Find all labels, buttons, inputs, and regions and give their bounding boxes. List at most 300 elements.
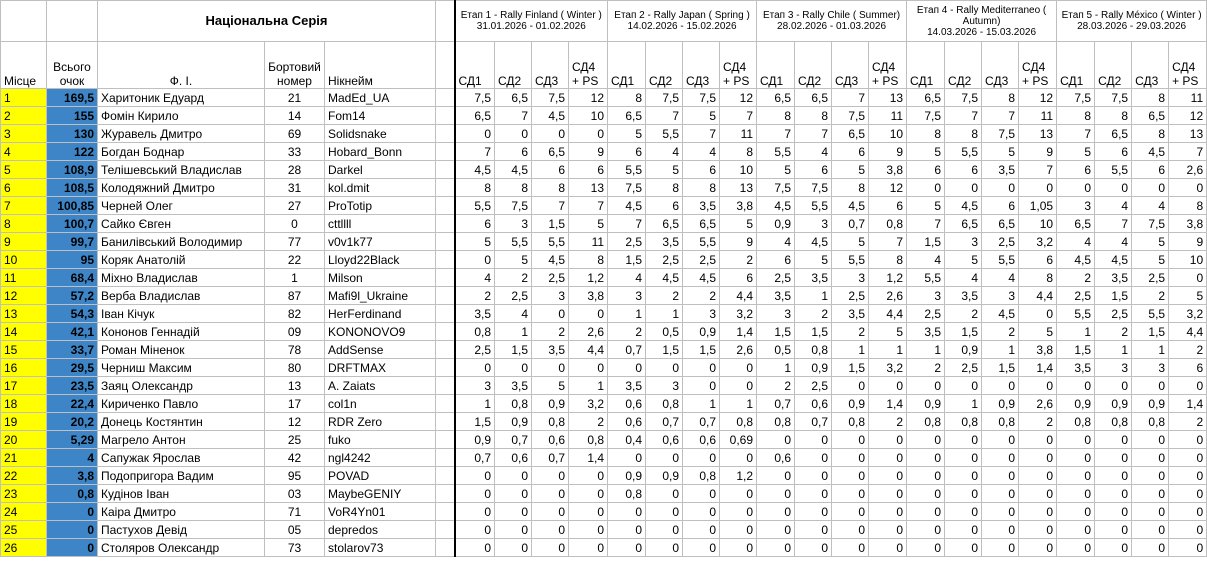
stage-score-cell[interactable]: 0 xyxy=(683,521,720,539)
stage-score-cell[interactable]: 5 xyxy=(1019,323,1057,341)
stage-score-cell[interactable]: 0 xyxy=(832,485,869,503)
stage-score-cell[interactable]: 5 xyxy=(1132,233,1169,251)
stage-score-cell[interactable]: 1,5 xyxy=(495,341,532,359)
nickname-cell[interactable]: Hobard_Bonn xyxy=(325,143,436,161)
nickname-cell[interactable]: depredos xyxy=(325,521,436,539)
nickname-cell[interactable]: MaybeGENIY xyxy=(325,485,436,503)
stage-score-cell[interactable]: 5,5 xyxy=(532,233,569,251)
place-cell[interactable]: 11 xyxy=(1,269,47,287)
total-points-cell[interactable]: 0 xyxy=(47,503,98,521)
stage-score-cell[interactable]: 4,4 xyxy=(720,287,757,305)
stage-score-cell[interactable]: 0,6 xyxy=(495,449,532,467)
stage-score-cell[interactable]: 6 xyxy=(495,143,532,161)
board-number-cell[interactable]: 0 xyxy=(265,215,325,233)
stage-score-cell[interactable]: 1,5 xyxy=(945,323,982,341)
stage-score-cell[interactable]: 0 xyxy=(1019,485,1057,503)
stage-score-cell[interactable]: 1 xyxy=(945,395,982,413)
stage-score-cell[interactable]: 4 xyxy=(757,233,795,251)
stage-score-cell[interactable]: 0,6 xyxy=(646,431,683,449)
stage-score-cell[interactable]: 0 xyxy=(832,467,869,485)
nickname-cell[interactable]: kol.dmit xyxy=(325,179,436,197)
stage-1-col-1-header[interactable]: СД1 xyxy=(455,42,495,89)
stage-score-cell[interactable]: 0 xyxy=(907,503,945,521)
name-cell[interactable]: Колодяжний Дмитро xyxy=(98,179,265,197)
total-points-cell[interactable]: 20,2 xyxy=(47,413,98,431)
stage-score-cell[interactable]: 0 xyxy=(1132,503,1169,521)
stage-score-cell[interactable]: 7 xyxy=(907,215,945,233)
stage-score-cell[interactable]: 4,4 xyxy=(569,341,608,359)
stage-score-cell[interactable]: 0 xyxy=(495,503,532,521)
place-cell[interactable]: 2 xyxy=(1,107,47,125)
stage-score-cell[interactable]: 1,5 xyxy=(795,323,832,341)
stage-score-cell[interactable]: 1,5 xyxy=(982,359,1019,377)
total-points-cell[interactable]: 122 xyxy=(47,143,98,161)
stage-score-cell[interactable]: 7 xyxy=(532,197,569,215)
stage-score-cell[interactable]: 1,5 xyxy=(455,413,495,431)
stage-score-cell[interactable]: 0 xyxy=(1132,179,1169,197)
separator-cell[interactable] xyxy=(436,485,455,503)
header-board[interactable]: Бортовий номер xyxy=(265,42,325,89)
place-cell[interactable]: 13 xyxy=(1,305,47,323)
stage-score-cell[interactable]: 0 xyxy=(795,503,832,521)
stage-score-cell[interactable]: 0 xyxy=(1095,179,1132,197)
stage-score-cell[interactable]: 12 xyxy=(1169,107,1207,125)
separator-cell[interactable] xyxy=(436,197,455,215)
separator-cell[interactable] xyxy=(436,161,455,179)
stage-score-cell[interactable]: 3,8 xyxy=(1169,215,1207,233)
stage-score-cell[interactable]: 3 xyxy=(646,377,683,395)
stage-score-cell[interactable]: 4 xyxy=(982,269,1019,287)
name-cell[interactable]: Міхно Владислав xyxy=(98,269,265,287)
stage-score-cell[interactable]: 0,8 xyxy=(1095,413,1132,431)
stage-score-cell[interactable]: 0 xyxy=(646,449,683,467)
stage-score-cell[interactable]: 0 xyxy=(1019,179,1057,197)
stage-score-cell[interactable]: 0 xyxy=(1169,521,1207,539)
name-cell[interactable]: Роман Міненок xyxy=(98,341,265,359)
board-number-cell[interactable]: 21 xyxy=(265,89,325,107)
stage-header-5[interactable] xyxy=(1057,1,1207,42)
stage-score-cell[interactable]: 0 xyxy=(683,539,720,557)
stage-score-cell[interactable]: 4 xyxy=(795,143,832,161)
stage-score-cell[interactable]: 0 xyxy=(1019,539,1057,557)
stage-score-cell[interactable]: 0 xyxy=(720,377,757,395)
total-points-cell[interactable]: 108,9 xyxy=(47,161,98,179)
stage-score-cell[interactable]: 0,8 xyxy=(945,413,982,431)
stage-score-cell[interactable]: 0,9 xyxy=(982,395,1019,413)
stage-score-cell[interactable]: 8 xyxy=(569,251,608,269)
stage-score-cell[interactable]: 1 xyxy=(495,323,532,341)
stage-score-cell[interactable]: 11 xyxy=(1169,89,1207,107)
stage-2-col-4-header[interactable]: СД4 + PS xyxy=(720,42,757,89)
separator-cell[interactable] xyxy=(436,215,455,233)
stage-score-cell[interactable]: 2,5 xyxy=(1095,305,1132,323)
stage-score-cell[interactable]: 0,8 xyxy=(869,215,907,233)
stage-score-cell[interactable]: 0 xyxy=(907,467,945,485)
stage-score-cell[interactable]: 5 xyxy=(532,377,569,395)
stage-score-cell[interactable]: 8 xyxy=(869,251,907,269)
nickname-cell[interactable]: Lloyd22Black xyxy=(325,251,436,269)
stage-score-cell[interactable]: 0 xyxy=(455,539,495,557)
stage-score-cell[interactable]: 0 xyxy=(945,503,982,521)
name-cell[interactable]: Донець Костянтин xyxy=(98,413,265,431)
stage-score-cell[interactable]: 3,2 xyxy=(569,395,608,413)
place-cell[interactable]: 9 xyxy=(1,233,47,251)
stage-score-cell[interactable]: 5 xyxy=(795,251,832,269)
stage-score-cell[interactable]: 6 xyxy=(1169,359,1207,377)
stage-score-cell[interactable]: 0 xyxy=(495,521,532,539)
name-cell[interactable]: Іван Кічук xyxy=(98,305,265,323)
stage-score-cell[interactable]: 3 xyxy=(532,287,569,305)
separator-cell[interactable] xyxy=(436,107,455,125)
stage-score-cell[interactable]: 1 xyxy=(982,341,1019,359)
stage-score-cell[interactable]: 4,4 xyxy=(1169,323,1207,341)
stage-score-cell[interactable]: 4 xyxy=(495,305,532,323)
stage-score-cell[interactable]: 6 xyxy=(945,161,982,179)
stage-score-cell[interactable]: 6 xyxy=(683,161,720,179)
stage-score-cell[interactable]: 0,8 xyxy=(907,413,945,431)
total-points-cell[interactable]: 33,7 xyxy=(47,341,98,359)
stage-score-cell[interactable]: 1,2 xyxy=(569,269,608,287)
stage-score-cell[interactable]: 3,5 xyxy=(982,161,1019,179)
stage-score-cell[interactable]: 2,6 xyxy=(1019,395,1057,413)
stage-score-cell[interactable]: 8 xyxy=(795,107,832,125)
place-cell[interactable]: 24 xyxy=(1,503,47,521)
stage-score-cell[interactable]: 8 xyxy=(683,179,720,197)
name-cell[interactable]: Заяц Олександр xyxy=(98,377,265,395)
stage-score-cell[interactable]: 0,7 xyxy=(532,449,569,467)
stage-score-cell[interactable]: 0 xyxy=(455,485,495,503)
stage-score-cell[interactable]: 6 xyxy=(1095,143,1132,161)
stage-score-cell[interactable]: 4,5 xyxy=(495,161,532,179)
stage-score-cell[interactable]: 3,5 xyxy=(832,305,869,323)
stage-score-cell[interactable]: 0,9 xyxy=(683,323,720,341)
separator-cell[interactable] xyxy=(436,305,455,323)
stage-score-cell[interactable]: 0 xyxy=(945,431,982,449)
header-name[interactable]: Ф. І. xyxy=(98,42,265,89)
stage-score-cell[interactable]: 2,6 xyxy=(1169,161,1207,179)
header-total[interactable]: Всього очок xyxy=(47,42,98,89)
nickname-cell[interactable]: Mafi9l_Ukraine xyxy=(325,287,436,305)
stage-score-cell[interactable]: 0 xyxy=(869,503,907,521)
stage-score-cell[interactable]: 0,8 xyxy=(608,485,646,503)
stage-score-cell[interactable]: 7 xyxy=(608,215,646,233)
stage-score-cell[interactable]: 0 xyxy=(1132,539,1169,557)
stage-score-cell[interactable]: 12 xyxy=(720,89,757,107)
nickname-cell[interactable]: VoR4Yn01 xyxy=(325,503,436,521)
stage-score-cell[interactable]: 5,5 xyxy=(683,233,720,251)
stage-score-cell[interactable]: 0 xyxy=(907,539,945,557)
stage-score-cell[interactable]: 0 xyxy=(832,449,869,467)
separator-cell[interactable] xyxy=(436,467,455,485)
place-cell[interactable]: 16 xyxy=(1,359,47,377)
stage-score-cell[interactable]: 0,6 xyxy=(683,431,720,449)
stage-score-cell[interactable]: 5,5 xyxy=(757,143,795,161)
stage-score-cell[interactable]: 8 xyxy=(1019,269,1057,287)
stage-score-cell[interactable]: 0 xyxy=(1019,431,1057,449)
stage-score-cell[interactable]: 1,5 xyxy=(1057,341,1095,359)
stage-score-cell[interactable]: 7 xyxy=(569,197,608,215)
board-number-cell[interactable]: 17 xyxy=(265,395,325,413)
stage-score-cell[interactable]: 0,9 xyxy=(907,395,945,413)
stage-score-cell[interactable]: 0 xyxy=(532,125,569,143)
stage-score-cell[interactable]: 0,6 xyxy=(608,395,646,413)
stage-score-cell[interactable]: 0 xyxy=(982,179,1019,197)
stage-score-cell[interactable]: 7 xyxy=(795,125,832,143)
stage-score-cell[interactable]: 0 xyxy=(945,179,982,197)
place-cell[interactable]: 26 xyxy=(1,539,47,557)
separator-cell[interactable] xyxy=(436,377,455,395)
stage-score-cell[interactable]: 3,2 xyxy=(869,359,907,377)
stage-score-cell[interactable]: 0 xyxy=(1057,377,1095,395)
stage-score-cell[interactable]: 1,5 xyxy=(532,215,569,233)
separator-cell[interactable] xyxy=(436,125,455,143)
stage-score-cell[interactable]: 0 xyxy=(1057,485,1095,503)
stage-score-cell[interactable]: 0 xyxy=(1169,485,1207,503)
stage-score-cell[interactable]: 0 xyxy=(1057,179,1095,197)
total-points-cell[interactable]: 95 xyxy=(47,251,98,269)
stage-score-cell[interactable]: 9 xyxy=(569,143,608,161)
separator-cell[interactable] xyxy=(436,359,455,377)
stage-score-cell[interactable]: 9 xyxy=(869,143,907,161)
stage-score-cell[interactable]: 0 xyxy=(982,377,1019,395)
stage-score-cell[interactable]: 0 xyxy=(795,431,832,449)
stage-score-cell[interactable]: 0 xyxy=(646,521,683,539)
stage-score-cell[interactable]: 1,4 xyxy=(869,395,907,413)
stage-score-cell[interactable]: 0 xyxy=(1169,179,1207,197)
stage-score-cell[interactable]: 0 xyxy=(757,485,795,503)
stage-score-cell[interactable]: 6,5 xyxy=(683,215,720,233)
stage-score-cell[interactable]: 10 xyxy=(720,161,757,179)
stage-score-cell[interactable]: 0 xyxy=(1169,467,1207,485)
stage-score-cell[interactable]: 3,2 xyxy=(1019,233,1057,251)
stage-score-cell[interactable]: 0 xyxy=(832,503,869,521)
stage-score-cell[interactable]: 6 xyxy=(569,161,608,179)
stage-score-cell[interactable]: 0 xyxy=(455,125,495,143)
stage-score-cell[interactable]: 0 xyxy=(1057,539,1095,557)
stage-score-cell[interactable]: 13 xyxy=(569,179,608,197)
separator-cell[interactable] xyxy=(436,179,455,197)
separator-cell[interactable] xyxy=(436,503,455,521)
board-number-cell[interactable]: 03 xyxy=(265,485,325,503)
header-nick[interactable]: Нікнейм xyxy=(325,42,436,89)
stage-score-cell[interactable]: 0 xyxy=(608,503,646,521)
stage-score-cell[interactable]: 0 xyxy=(1169,449,1207,467)
total-points-cell[interactable]: 0 xyxy=(47,539,98,557)
stage-score-cell[interactable]: 13 xyxy=(1019,125,1057,143)
stage-score-cell[interactable]: 5 xyxy=(608,125,646,143)
board-number-cell[interactable]: 69 xyxy=(265,125,325,143)
total-points-cell[interactable]: 0,8 xyxy=(47,485,98,503)
place-cell[interactable]: 14 xyxy=(1,323,47,341)
stage-score-cell[interactable]: 6 xyxy=(1057,161,1095,179)
stage-score-cell[interactable]: 0 xyxy=(1019,503,1057,521)
stage-score-cell[interactable]: 2 xyxy=(1057,269,1095,287)
stage-score-cell[interactable]: 3 xyxy=(683,305,720,323)
stage-score-cell[interactable]: 4 xyxy=(1095,197,1132,215)
separator-cell[interactable] xyxy=(436,449,455,467)
stage-score-cell[interactable]: 1,5 xyxy=(683,341,720,359)
stage-header-3[interactable] xyxy=(757,1,907,42)
stage-score-cell[interactable]: 2 xyxy=(757,377,795,395)
stage-score-cell[interactable]: 11 xyxy=(869,107,907,125)
stage-score-cell[interactable]: 0 xyxy=(1095,467,1132,485)
stage-score-cell[interactable]: 6,5 xyxy=(1132,107,1169,125)
stage-score-cell[interactable]: 0 xyxy=(683,485,720,503)
nickname-cell[interactable]: ngl4242 xyxy=(325,449,436,467)
stage-score-cell[interactable]: 0,69 xyxy=(720,431,757,449)
stage-score-cell[interactable]: 2,5 xyxy=(982,233,1019,251)
stage-score-cell[interactable]: 0,8 xyxy=(982,413,1019,431)
stage-score-cell[interactable]: 4,5 xyxy=(532,107,569,125)
board-number-cell[interactable]: 80 xyxy=(265,359,325,377)
stage-score-cell[interactable]: 0 xyxy=(455,521,495,539)
stage-score-cell[interactable]: 2,5 xyxy=(532,269,569,287)
stage-score-cell[interactable]: 1 xyxy=(569,377,608,395)
stage-score-cell[interactable]: 5,5 xyxy=(982,251,1019,269)
stage-score-cell[interactable]: 0 xyxy=(795,521,832,539)
stage-score-cell[interactable]: 2,5 xyxy=(608,233,646,251)
stage-score-cell[interactable]: 0 xyxy=(1095,377,1132,395)
stage-score-cell[interactable]: 8 xyxy=(757,107,795,125)
stage-score-cell[interactable]: 0,9 xyxy=(757,215,795,233)
stage-score-cell[interactable]: 7,5 xyxy=(757,179,795,197)
separator-cell[interactable] xyxy=(436,539,455,557)
stage-score-cell[interactable]: 0,5 xyxy=(757,341,795,359)
nickname-cell[interactable]: Darkel xyxy=(325,161,436,179)
board-number-cell[interactable]: 87 xyxy=(265,287,325,305)
total-points-cell[interactable]: 29,5 xyxy=(47,359,98,377)
stage-score-cell[interactable]: 1,2 xyxy=(869,269,907,287)
nickname-cell[interactable]: fuko xyxy=(325,431,436,449)
stage-score-cell[interactable]: 0 xyxy=(795,449,832,467)
name-cell[interactable]: Магрело Антон xyxy=(98,431,265,449)
separator-cell[interactable] xyxy=(436,521,455,539)
stage-score-cell[interactable]: 6,5 xyxy=(945,215,982,233)
stage-score-cell[interactable]: 0,9 xyxy=(608,467,646,485)
total-points-cell[interactable]: 108,5 xyxy=(47,179,98,197)
nickname-cell[interactable]: RDR Zero xyxy=(325,413,436,431)
separator-cell[interactable] xyxy=(436,287,455,305)
stage-score-cell[interactable]: 9 xyxy=(1019,143,1057,161)
separator-cell[interactable] xyxy=(436,233,455,251)
stage-score-cell[interactable]: 7,5 xyxy=(1132,215,1169,233)
stage-score-cell[interactable]: 0 xyxy=(757,431,795,449)
stage-score-cell[interactable]: 0,7 xyxy=(646,413,683,431)
place-cell[interactable]: 22 xyxy=(1,467,47,485)
stage-score-cell[interactable]: 0,9 xyxy=(945,341,982,359)
stage-score-cell[interactable]: 4,5 xyxy=(532,251,569,269)
stage-score-cell[interactable]: 8 xyxy=(646,179,683,197)
place-cell[interactable]: 5 xyxy=(1,161,47,179)
stage-score-cell[interactable]: 2,5 xyxy=(1057,287,1095,305)
stage-score-cell[interactable]: 5 xyxy=(1132,251,1169,269)
stage-score-cell[interactable]: 0 xyxy=(1169,269,1207,287)
stage-score-cell[interactable]: 0 xyxy=(869,485,907,503)
stage-score-cell[interactable]: 0,8 xyxy=(795,341,832,359)
separator-cell[interactable] xyxy=(436,143,455,161)
stage-score-cell[interactable]: 0 xyxy=(532,467,569,485)
name-cell[interactable]: Богдан Боднар xyxy=(98,143,265,161)
stage-score-cell[interactable]: 0 xyxy=(757,503,795,521)
stage-score-cell[interactable]: 0 xyxy=(1019,305,1057,323)
total-points-cell[interactable]: 0 xyxy=(47,521,98,539)
stage-score-cell[interactable]: 0 xyxy=(1132,377,1169,395)
stage-2-col-1-header[interactable]: СД1 xyxy=(608,42,646,89)
stage-score-cell[interactable]: 0 xyxy=(982,485,1019,503)
stage-score-cell[interactable]: 4 xyxy=(1132,197,1169,215)
stage-score-cell[interactable]: 8 xyxy=(832,179,869,197)
stage-score-cell[interactable]: 0 xyxy=(907,179,945,197)
stage-score-cell[interactable]: 6,5 xyxy=(832,125,869,143)
stage-score-cell[interactable]: 5 xyxy=(720,215,757,233)
stage-score-cell[interactable]: 0 xyxy=(455,359,495,377)
place-cell[interactable]: 1 xyxy=(1,89,47,107)
stage-score-cell[interactable]: 2 xyxy=(1169,341,1207,359)
stage-score-cell[interactable]: 0 xyxy=(757,521,795,539)
stage-score-cell[interactable]: 7 xyxy=(1057,125,1095,143)
stage-score-cell[interactable]: 7,5 xyxy=(608,179,646,197)
board-number-cell[interactable]: 31 xyxy=(265,179,325,197)
stage-score-cell[interactable]: 4,5 xyxy=(1132,143,1169,161)
stage-score-cell[interactable]: 0 xyxy=(646,539,683,557)
stage-score-cell[interactable]: 0 xyxy=(1132,485,1169,503)
place-cell[interactable]: 20 xyxy=(1,431,47,449)
stage-score-cell[interactable]: 9 xyxy=(1169,233,1207,251)
stage-score-cell[interactable]: 0,9 xyxy=(646,467,683,485)
board-number-cell[interactable]: 12 xyxy=(265,413,325,431)
stage-score-cell[interactable]: 0,7 xyxy=(608,341,646,359)
stage-score-cell[interactable]: 3 xyxy=(1132,359,1169,377)
board-number-cell[interactable]: 05 xyxy=(265,521,325,539)
board-number-cell[interactable]: 95 xyxy=(265,467,325,485)
stage-5-col-3-header[interactable]: СД3 xyxy=(1132,42,1169,89)
stage-score-cell[interactable]: 0,8 xyxy=(495,395,532,413)
stage-score-cell[interactable]: 0,9 xyxy=(1132,395,1169,413)
name-cell[interactable]: Черниш Максим xyxy=(98,359,265,377)
stage-score-cell[interactable]: 0 xyxy=(945,521,982,539)
stage-score-cell[interactable]: 7,5 xyxy=(945,89,982,107)
stage-score-cell[interactable]: 0 xyxy=(982,503,1019,521)
stage-score-cell[interactable]: 4,5 xyxy=(1057,251,1095,269)
board-number-cell[interactable]: 13 xyxy=(265,377,325,395)
stage-score-cell[interactable]: 3 xyxy=(1095,359,1132,377)
stage-score-cell[interactable]: 0 xyxy=(1095,485,1132,503)
stage-score-cell[interactable]: 0 xyxy=(869,377,907,395)
stage-score-cell[interactable]: 0 xyxy=(683,503,720,521)
nickname-cell[interactable]: HerFerdinand xyxy=(325,305,436,323)
board-number-cell[interactable]: 78 xyxy=(265,341,325,359)
stage-score-cell[interactable]: 1 xyxy=(455,395,495,413)
stage-score-cell[interactable]: 0 xyxy=(1169,377,1207,395)
name-cell[interactable]: Коряк Анатолій xyxy=(98,251,265,269)
stage-score-cell[interactable]: 7,5 xyxy=(532,89,569,107)
stage-score-cell[interactable]: 3,8 xyxy=(1019,341,1057,359)
stage-score-cell[interactable]: 0,9 xyxy=(455,431,495,449)
stage-score-cell[interactable]: 0,8 xyxy=(532,413,569,431)
stage-score-cell[interactable]: 7 xyxy=(455,143,495,161)
stage-score-cell[interactable]: 6,5 xyxy=(1057,215,1095,233)
stage-score-cell[interactable]: 3,8 xyxy=(869,161,907,179)
nickname-cell[interactable]: POVAD xyxy=(325,467,436,485)
stage-score-cell[interactable]: 6 xyxy=(532,161,569,179)
stage-score-cell[interactable]: 3 xyxy=(757,305,795,323)
stage-score-cell[interactable]: 3,2 xyxy=(1169,305,1207,323)
stage-score-cell[interactable]: 7 xyxy=(495,107,532,125)
stage-score-cell[interactable]: 6 xyxy=(832,143,869,161)
stage-score-cell[interactable]: 1,5 xyxy=(907,233,945,251)
stage-score-cell[interactable]: 3,8 xyxy=(720,197,757,215)
stage-score-cell[interactable]: 4 xyxy=(455,269,495,287)
